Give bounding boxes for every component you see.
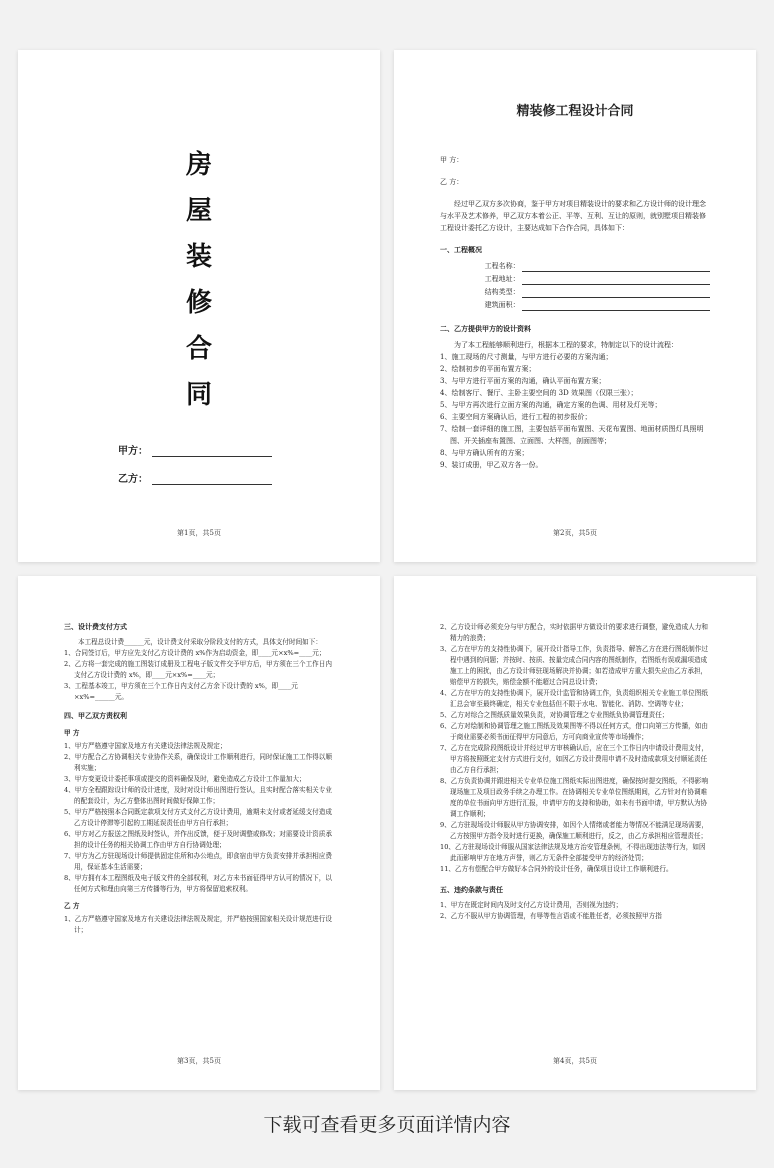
section-intro: 本工程总设计费______元，设计费支付采取分阶段支付的方式，具体支付时间如下： (78, 638, 322, 646)
list-item: 1、乙方严格遵守国家及地方有关建设法律法规及规定，并严格按照国家相关设计规范进行设计； (64, 915, 332, 934)
download-caption: 下载可查看更多页面详情内容 (263, 1114, 511, 1136)
field-line (522, 301, 710, 311)
page-footer: 第2页，共5页 (553, 529, 597, 537)
project-field (482, 260, 710, 272)
field-label: 结构类型： (484, 288, 520, 296)
cover-title-char: 屋 (185, 196, 212, 226)
project-field (482, 273, 710, 285)
list-item: 3、甲方变更设计委托事项或提交的资料确保及时，避免造成乙方设计工作量加大； (64, 775, 306, 783)
list-item: 10、乙方驻现场设计师服从国家法律法规及地方治安管理条例，不得出现违法等行为，如因此而影响甲方在地方声誉，则乙方无条件全部接受甲方的经济处罚； (440, 843, 706, 862)
list-item: 8、乙方负责协调并跟进相关专业单位施工图纸实际出图进度，确保按时提交图纸，不得影响现场施工及项目政务手续之办理工作。在协调相关专业单位图纸期间，乙方针对有协调难度的单位书面向甲方进行汇报，申请甲方的支持和协助，如未有书面申请，甲方默认为协调工作顺利； (440, 777, 708, 818)
list-item: 4、绘制客厅、餐厅、主卧主要空间的 3D 效果图（仅限三张）； (440, 389, 638, 397)
list-item: 2、乙方设计师必须充分与甲方配合，实时依据甲方做设计的要求进行调整，避免造成人力和精力的浪费； (440, 623, 708, 642)
cover-party-b-label: 乙方： (118, 474, 148, 485)
cover-title-char: 合 (185, 334, 212, 364)
page-3-body (64, 622, 334, 936)
list-item: 7、甲方为乙方驻现场设计师提供固定住所和办公地点，即食宿由甲方负责安排并承担相应费用，保证基本生活需要； (64, 852, 332, 871)
cover-title-char: 房 (185, 150, 212, 180)
field-label: 工程名称： (484, 262, 520, 270)
field-line (522, 262, 710, 272)
list-item: 9、乙方驻现场设计师服从甲方协调安排，如因个人情绪或者能力等情况不能满足现场需要，乙方按照甲方指令及时进行更换，确保施工顺利进行，反之，由乙方承担相应管理责任； (440, 821, 708, 840)
cover-party-b (118, 470, 272, 485)
list-item: 8、与甲方确认所有的方案； (440, 449, 529, 457)
signature-line (152, 446, 272, 457)
field-line (522, 275, 710, 285)
list-item: 1、甲方严格遵守国家及地方有关建设法律法规及规定； (64, 742, 227, 750)
project-field (482, 299, 710, 311)
list-item: 11、乙方有偿配合甲方做好本合同外的设计任务，确保项目设计工作顺利进行。 (440, 865, 673, 873)
page-footer: 第3页，共5页 (177, 1057, 221, 1065)
page-footer: 第1页，共5页 (177, 529, 221, 537)
list-item: 4、甲方全程跟踪设计师的设计进度，及时对设计师出图进行签认，且实时配合落实相关专业的配套设计，为乙方整体出图时间做好保障工作； (64, 786, 332, 805)
list-item: 8、甲方拥有本工程图纸及电子版文件的全部权利，对乙方未书面征得甲方认可的情况下，以任何方式和理由向第三方传播等行为，甲方将保留追索权利。 (64, 874, 332, 893)
intro-paragraph: 经过甲乙双方多次协商，鉴于甲方对项目精装设计的要求和乙方设计师的设计理念与水平及艺术修养，甲乙双方本着公正、平等、互利、互让的原则，就别墅项目精装修工程设计委托乙方设计，主要达成如下合作合同，具体如下： (440, 200, 706, 232)
list-item: 7、绘制一套详细的施工图，主要包括平面布置图、天花布置图、地面材质图灯具照明图、开关插座布置图、立面图、大样图，剖面图等； (440, 425, 704, 445)
party-a-heading: 甲 方 (64, 729, 80, 737)
list-item: 3、与甲方进行平面方案的沟通，确认平面布置方案； (440, 377, 606, 385)
cover-title-char: 修 (185, 288, 212, 318)
list-item: 2、乙方不服从甲方协调管理，有辱等性言语或不能胜任者，必须按照甲方指 (440, 912, 662, 920)
party-a-line: 甲 方： (440, 156, 464, 164)
page-4 (394, 576, 756, 1090)
list-item: 3、乙方在甲方的支持性协调下，展开设计指导工作，负责指导、解答乙方在进行图纸制作过程中遇到的问题；并按时、按质、按量完成合同内容的图纸制作，若图纸有误或漏项造成施工上的困扰，由乙方设计师驻现场解决并协调；如若造成甲方重大损失应由乙方承担，赔偿甲方的损失，赔偿金额不能超过合同总设计费； (440, 645, 708, 686)
cover-party-a (118, 442, 272, 457)
list-item: 7、乙方在完成阶段图纸设计并经过甲方审核确认后，应在三个工作日内申请设计费用支付，甲方将按照既定支付方式进行支付，如因乙方设计费用申请不及时造成款项支付顺延责任由乙方自行承担； (440, 744, 708, 774)
list-item: 4、乙方在甲方的支持性协调下，展开设计监管和协调工作，负责组织相关专业施工单位图纸汇总会审至最终确定，相关专业包括但不限于水电、智能化、消防、空调等专业； (440, 689, 708, 708)
list-item: 6、甲方对乙方报送之图纸及时签认，并作出反馈，便于及时调整或修改；对需要设计资质承担的设计任务的相关协调工作由甲方自行协调处理； (64, 830, 332, 849)
list-item: 1、施工现场的尺寸测量，与甲方进行必要的方案沟通； (440, 353, 613, 361)
cover-title-char: 同 (185, 380, 212, 410)
project-field (482, 286, 710, 298)
list-item: 2、乙方将一套完成的施工图装订成册及工程电子版文件交予甲方后，甲方须在三个工作日内支付乙方设计费的 x%，即____元×x%=____元； (64, 660, 332, 679)
party-b-heading: 乙 方 (64, 902, 80, 910)
page-3 (18, 576, 380, 1090)
section-heading: 二、乙方提供甲方的设计资料 (440, 325, 531, 333)
page-4-body (440, 622, 710, 922)
list-item: 6、乙方对绘制和协调管理之施工图纸及效果图等不得以任何方式，借口向第三方传播，如由于商业需要必须书面征得甲方同意后，方可向商业宣传等市场操作； (440, 722, 708, 741)
list-item: 1、甲方在既定时间内及时支付乙方设计费用，否则视为违约； (440, 901, 623, 909)
list-item: 5、乙方对综合之图纸质量效果负责，对协调管理之专业图纸负协调管理责任； (440, 711, 669, 719)
list-item: 6、主要空间方案确认后，进行工程的初步报价； (440, 413, 592, 421)
section-heading: 四、甲乙双方责权利 (64, 712, 127, 720)
section-heading: 三、设计费支付方式 (64, 623, 127, 631)
section-heading: 五、违约条款与责任 (440, 886, 503, 894)
cover-title (18, 152, 380, 428)
contract-title: 精装修工程设计合同 (516, 104, 634, 119)
list-item: 3、工程基本竣工，甲方须在三个工作日内支付乙方余下设计费的 x%，即____元×x%=______元。 (64, 682, 298, 701)
field-label: 工程地址： (484, 275, 520, 283)
page-footer: 第4页，共5页 (553, 1057, 597, 1065)
page-2-body (440, 154, 710, 471)
list-item: 9、装订成册，甲乙双方各一份。 (440, 461, 543, 469)
field-line (522, 288, 710, 298)
page-1-cover (18, 50, 380, 562)
list-item: 2、甲方配合乙方协调相关专业协作关系，确保设计工作顺利进行，同时保证施工工作得以顺利实施； (64, 753, 332, 772)
cover-party-a-label: 甲方： (118, 446, 148, 457)
party-b-line: 乙 方： (440, 178, 464, 186)
list-item: 5、甲方严格按照本合同既定款项支付方式支付乙方设计费用，逾期未支付或者延缓支付造成乙方设计停滞等引起的工期延误责任由甲方自行承担； (64, 808, 332, 827)
signature-line (152, 474, 272, 485)
field-label: 建筑面积： (484, 301, 520, 309)
list-item: 1、合同签订后，甲方应先支付乙方设计费的 x%作为启动资金，即____元×x%=____元； (64, 649, 326, 657)
cover-title-char: 装 (185, 242, 212, 272)
section-heading: 一、工程概况 (440, 246, 482, 254)
list-item: 5、与甲方再次进行立面方案的沟通，确定方案的色调、用材及灯光等； (440, 401, 662, 409)
page-2 (394, 50, 756, 562)
list-item: 2、绘制初步的平面布置方案； (440, 365, 536, 373)
section-intro: 为了本工程能够顺利进行，根据本工程的要求，特制定以下的设计流程： (454, 341, 678, 349)
